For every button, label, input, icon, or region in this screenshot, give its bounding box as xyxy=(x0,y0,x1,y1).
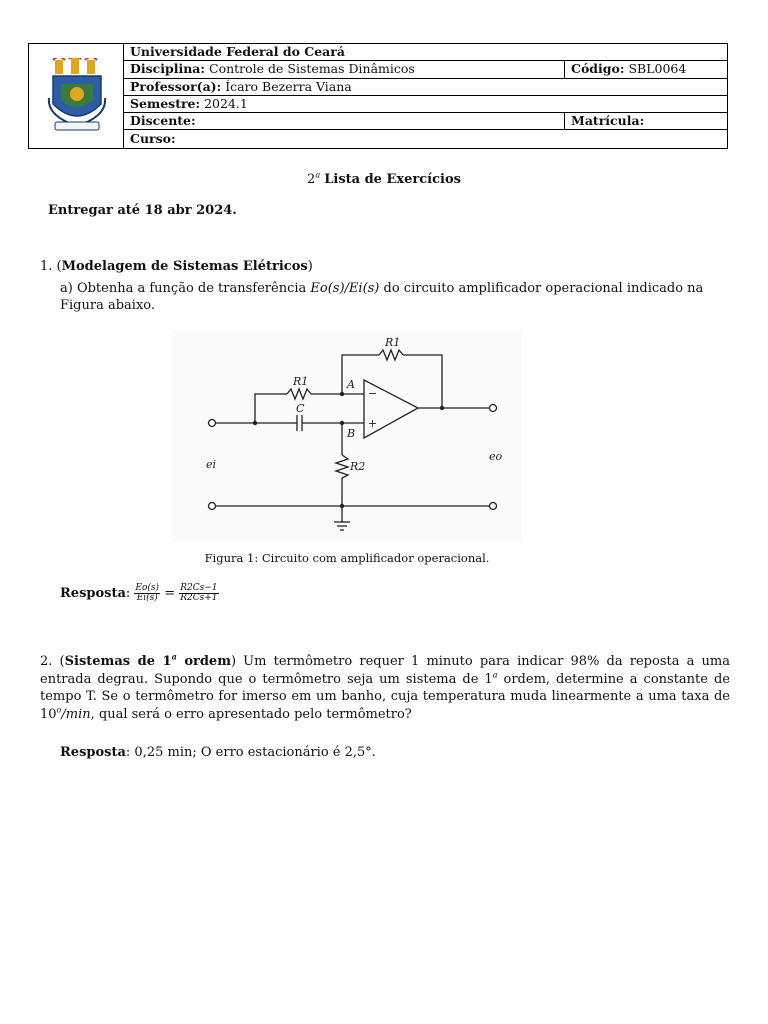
q2-text-3: , qual será o erro apresentado pelo termômetro? xyxy=(90,706,412,722)
title-sup: a xyxy=(315,170,321,180)
label-r1-top: R1 xyxy=(385,336,401,349)
label-plus: + xyxy=(368,417,378,430)
professor-label: Professor(a): xyxy=(130,78,222,94)
due-date: Entregar até 18 abr 2024. xyxy=(48,203,237,218)
semestre-value: 2024.1 xyxy=(204,95,248,111)
q2-text-deg: o xyxy=(56,705,62,715)
question-2 xyxy=(40,653,730,723)
q1-text-b: do circuito amplificador operacional indicado na Figura abaixo. xyxy=(60,280,704,313)
row-semestre xyxy=(124,96,727,113)
q2-text-2: ordem, determine a constante de tempo T. Se o termômetro for imerso em um banho, cuja temperatura muda linearmente a uma taxa de 10 xyxy=(40,671,730,722)
q1-number: 1. xyxy=(40,259,53,274)
q2-answer xyxy=(60,745,376,760)
q2-topic-a: Sistemas de 1 xyxy=(64,654,172,669)
rhs-num: R2Cs−1 xyxy=(180,583,218,593)
q1-answer-label: Resposta xyxy=(60,586,126,601)
q2-text-1: Um termômetro requer 1 minuto para indicar 98% da reposta a uma entrada degrau. Supondo que o termômetro seja um sistema de 1 xyxy=(40,654,730,687)
row-discente xyxy=(124,113,727,130)
q2-answer-text: : 0,25 min; O erro estacionário é 2,5°. xyxy=(125,745,376,760)
lhs-den: Ei(s) xyxy=(136,593,158,603)
rhs-den: R2Cs+1 xyxy=(180,593,218,603)
q1-answer-rhs xyxy=(179,584,218,603)
header-table xyxy=(28,43,728,149)
q2-topic-sup: a xyxy=(171,651,177,662)
label-eo: eo xyxy=(489,450,503,463)
codigo-cell xyxy=(564,61,686,77)
figure-caption: Figura 1: Circuito com amplificador operacional. xyxy=(204,551,490,565)
row-curso xyxy=(124,131,727,148)
q2-topic xyxy=(64,651,231,669)
lhs-num: Eo(s) xyxy=(135,583,160,593)
label-a: A xyxy=(347,378,355,391)
q2-answer-label: Resposta xyxy=(60,745,126,760)
page-title xyxy=(0,172,768,187)
matricula-cell xyxy=(564,113,644,129)
q1-tf: Eo(s)/Ei(s) xyxy=(310,280,380,296)
row-university xyxy=(124,44,727,61)
q2-text-sup: a xyxy=(492,670,498,680)
title-number: 2 xyxy=(307,172,316,187)
university-seal-icon xyxy=(47,58,107,134)
label-r1-mid: R1 xyxy=(293,375,309,388)
row-disciplina xyxy=(124,61,727,78)
q1-answer-lhs xyxy=(134,584,160,603)
label-minus: − xyxy=(368,387,378,400)
matricula-label: Matrícula: xyxy=(571,113,645,129)
title-text: Lista de Exercícios xyxy=(324,172,461,187)
circuit-figure xyxy=(172,330,522,542)
disciplina-value: Controle de Sistemas Dinâmicos xyxy=(209,61,415,77)
label-r2: R2 xyxy=(350,460,366,473)
codigo-label: Código: xyxy=(571,61,625,77)
label-b: B xyxy=(347,427,356,440)
q2-topic-b: ordem xyxy=(176,654,231,669)
q1-body xyxy=(40,280,730,315)
disciplina-label: Disciplina: xyxy=(130,61,206,77)
row-professor xyxy=(124,79,727,96)
q1-answer: Resposta: $\frac{Eo(s)}{Ei(s)}$ = $\frac{R2Cs-1}{R2Cs+1}$ xyxy=(60,583,218,603)
university-name: Universidade Federal do Ceará xyxy=(130,44,345,59)
question-1: 1. (Modelagem de Sistemas Elétricos) a) Obtenha a função de transferência Eo(s)/Ei(s) do circuito amplificador operacional indicado na Figura abaixo. xyxy=(40,258,730,315)
q2-body: 2. (Sistemas de 1$^a$ ordem) Um termômetro requer 1 minuto para indicar 98% da reposta a uma entrada degrau. Supondo que o termômetro seja um sistema de 1$^a$ ordem, determine a constante de tempo T. Se o termômetro for imerso em um banho, cuja temperatura muda linearmente a uma taxa de 10$^o$/min, qual será o erro apresentado pelo termômetro? xyxy=(40,651,730,722)
discente-label: Discente: xyxy=(130,113,196,129)
logo-cell xyxy=(29,44,124,148)
curso-label: Curso: xyxy=(130,130,176,146)
codigo-value: SBL0064 xyxy=(628,61,687,77)
label-ei: ei xyxy=(206,458,217,471)
circuit-diagram xyxy=(172,330,522,542)
semestre-label: Semestre: xyxy=(130,95,201,111)
q1-text-a: a) Obtenha a função de transferência xyxy=(60,280,311,296)
professor-value: Ícaro Bezerra Viana xyxy=(225,78,352,94)
q1-topic: Modelagem de Sistemas Elétricos xyxy=(61,259,308,274)
label-c: C xyxy=(296,402,305,415)
q2-number: 2. xyxy=(40,654,53,669)
q2-text-unit: /min xyxy=(61,706,91,722)
